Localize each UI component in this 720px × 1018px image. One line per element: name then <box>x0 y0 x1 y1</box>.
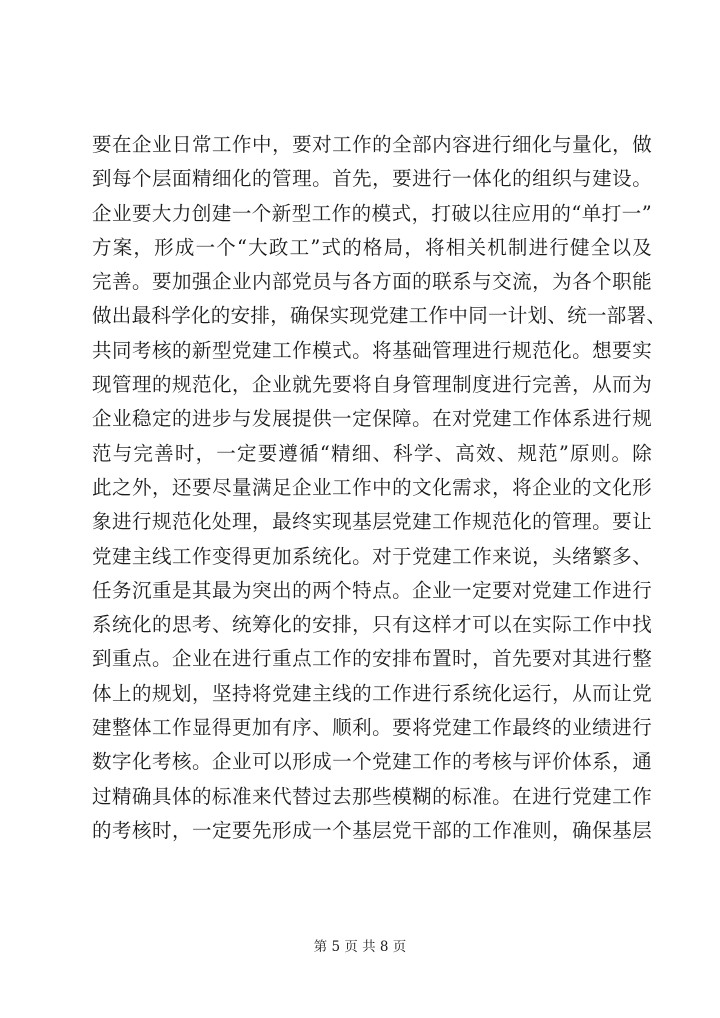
text-line: 体上的规划，坚持将党建主线的工作进行系统化运行，从而让党 <box>92 681 652 705</box>
text-line: 范与完善时，一定要遵循“精细、科学、高效、规范”原则。除 <box>92 441 652 465</box>
text-line: 要在企业日常工作中，要对工作的全部内容进行细化与量化，做 <box>92 133 652 156</box>
text-line: 到重点。企业在进行重点工作的安排布置时，首先要对其进行整 <box>92 647 652 671</box>
text-line: 到每个层面精细化的管理。首先，要进行一体化的组织与建设。 <box>92 167 652 191</box>
text-line: 企业稳定的进步与发展提供一定保障。在对党建工作体系进行规 <box>92 407 652 431</box>
page-number-footer: 第 5 页 共 8 页 <box>313 939 407 955</box>
text-line: 现管理的规范化，企业就先要将自身管理制度进行完善，从而为 <box>92 373 652 397</box>
text-line: 完善。要加强企业内部党员与各方面的联系与交流，为各个职能 <box>92 270 652 294</box>
text-line: 此之外，还要尽量满足企业工作中的文化需求，将企业的文化形 <box>92 475 652 499</box>
text-line: 做出最科学化的安排，确保实现党建工作中同一计划、统一部署、 <box>92 304 667 328</box>
text-line: 任务沉重是其最为突出的两个特点。企业一定要对党建工作进行 <box>92 578 652 602</box>
text-line: 企业要大力创建一个新型工作的模式，打破以往应用的“单打一” <box>92 201 652 225</box>
text-line: 建整体工作显得更加有序、顺利。要将党建工作最终的业绩进行 <box>92 716 652 740</box>
text-line: 党建主线工作变得更加系统化。对于党建工作来说，头绪繁多、 <box>92 544 652 568</box>
text-line: 系统化的思考、统筹化的安排，只有这样才可以在实际工作中找 <box>92 613 652 637</box>
text-line: 过精确具体的标准来代替过去那些模糊的标准。在进行党建工作 <box>92 784 652 808</box>
text-line: 共同考核的新型党建工作模式。将基础管理进行规范化。想要实 <box>92 338 652 362</box>
text-line: 数字化考核。企业可以形成一个党建工作的考核与评价体系，通 <box>92 750 652 774</box>
body-text <box>92 128 667 848</box>
text-line: 方案，形成一个“大政工”式的格局，将相关机制进行健全以及 <box>92 235 652 259</box>
text-line: 的考核时，一定要先形成一个基层党干部的工作准则，确保基层 <box>92 818 652 842</box>
text-line: 象进行规范化处理，最终实现基层党建工作规范化的管理。要让 <box>92 510 652 534</box>
